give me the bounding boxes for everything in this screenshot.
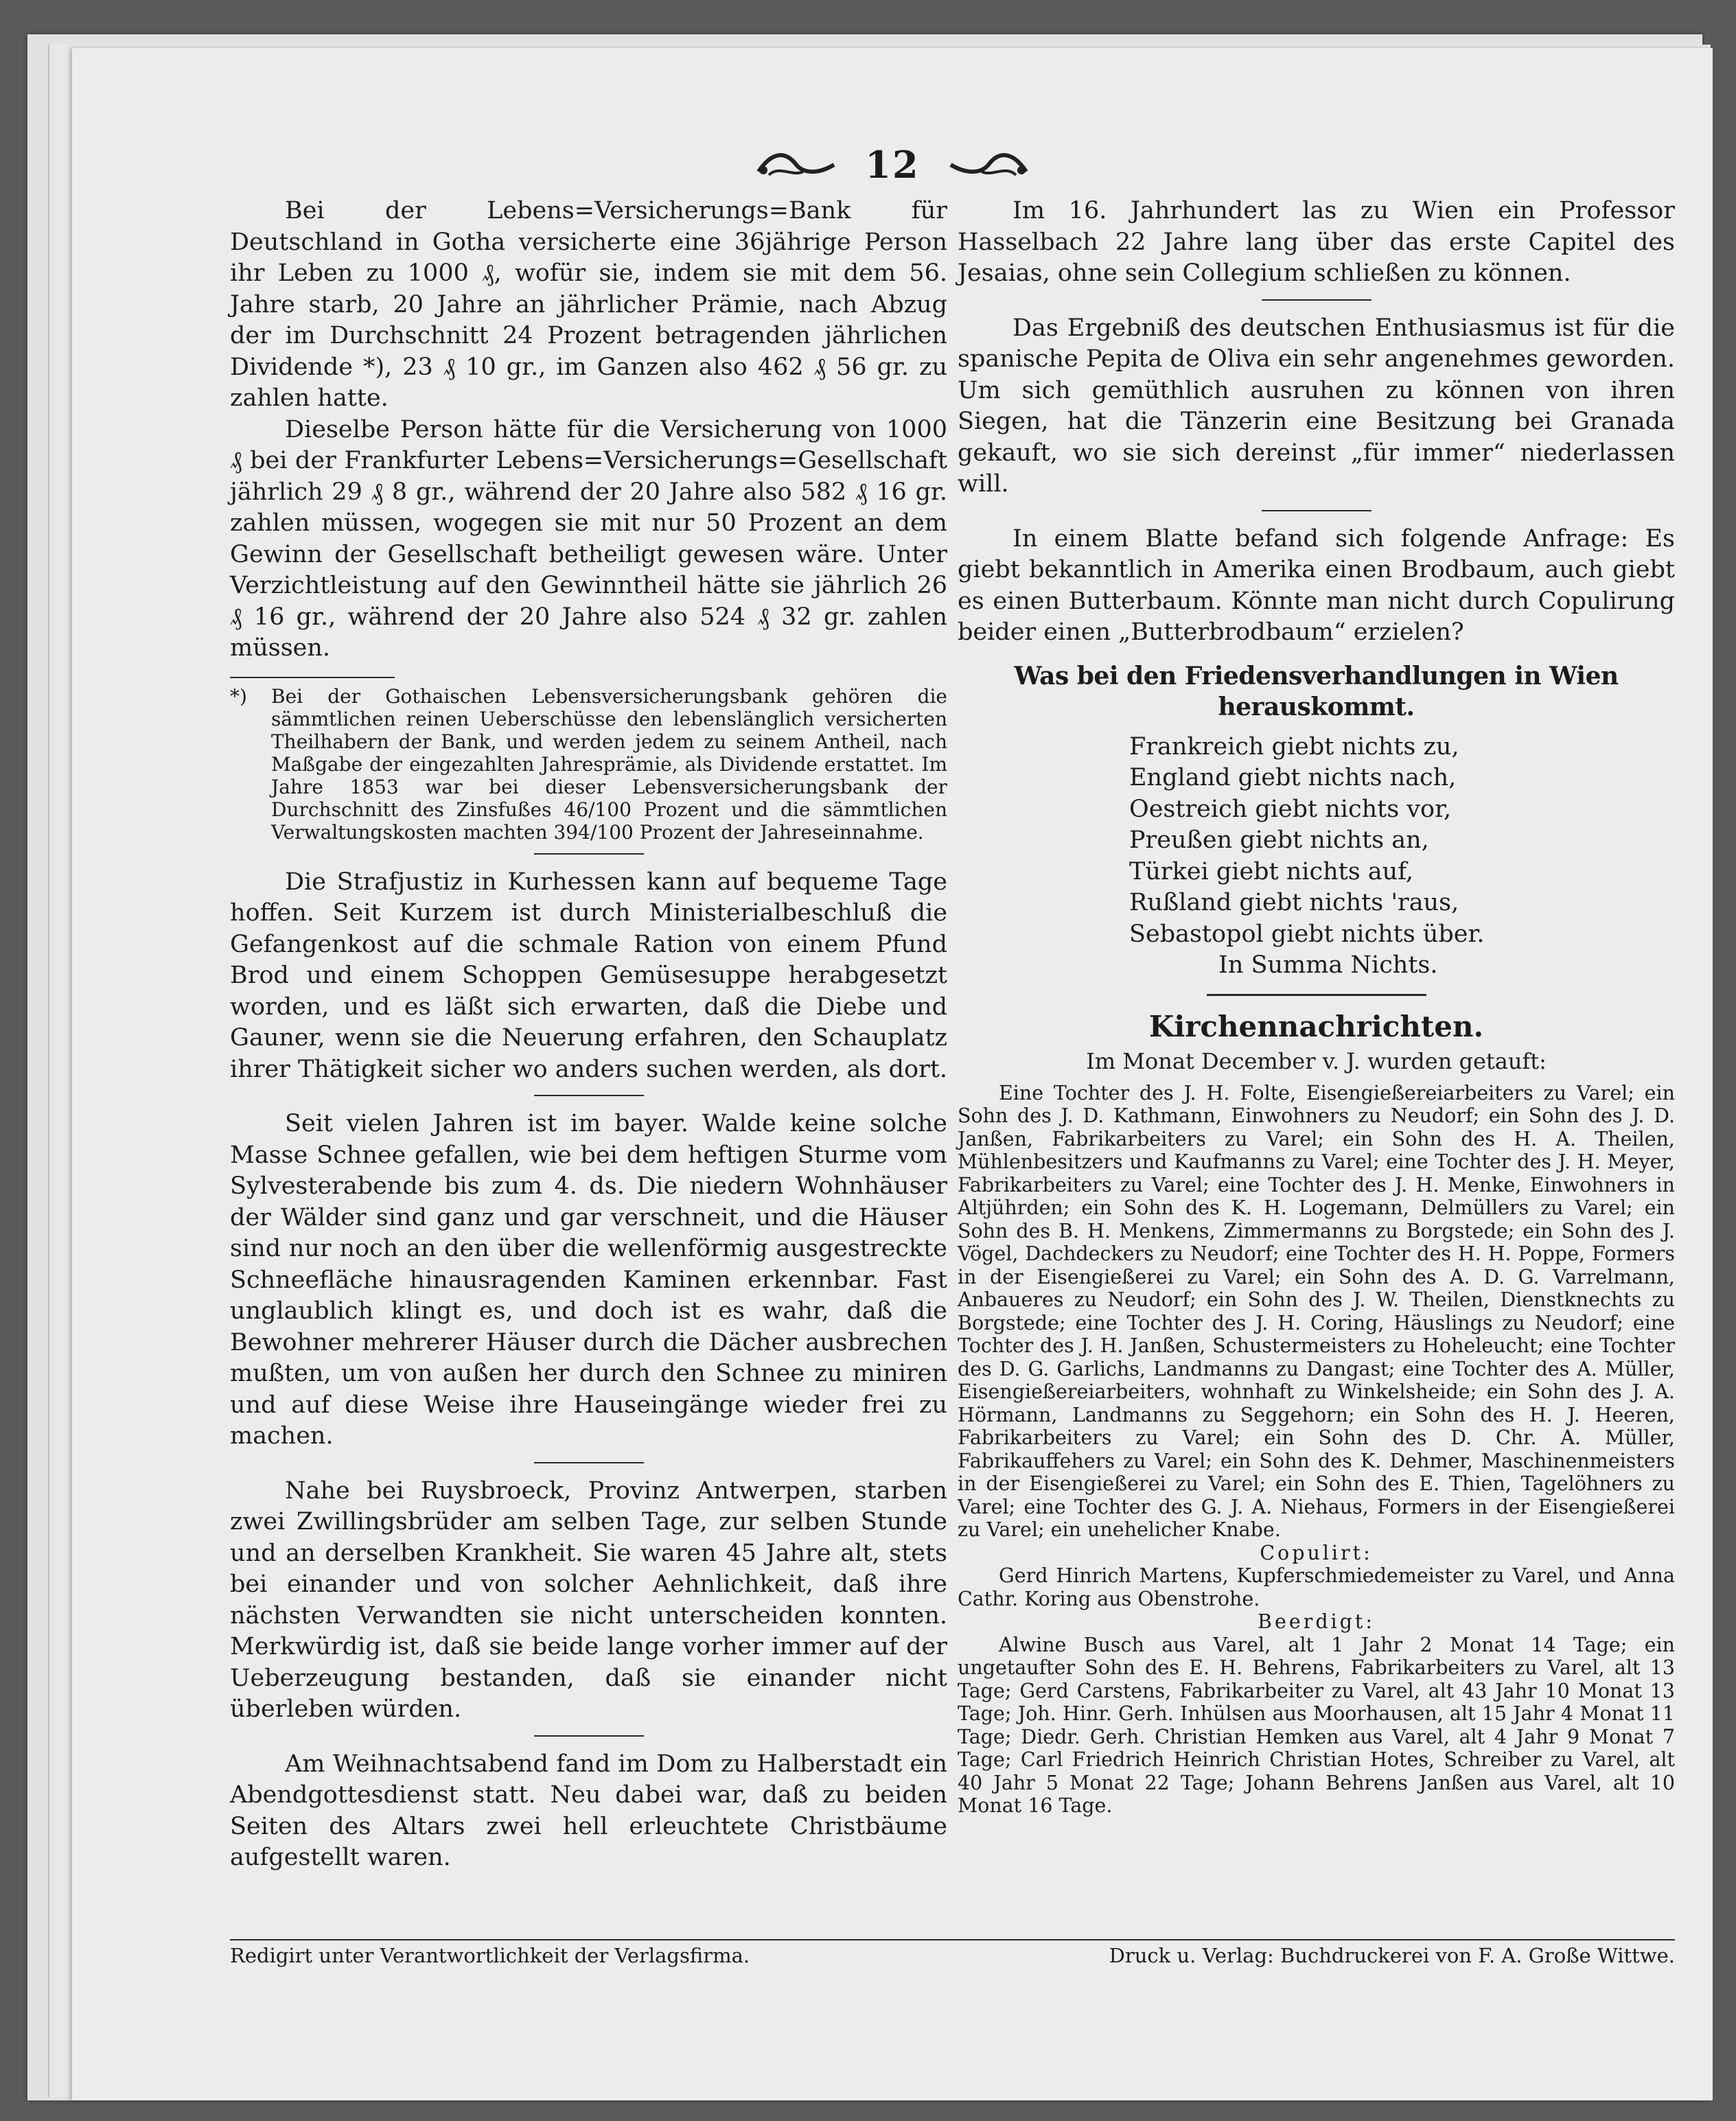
footnote-rule	[230, 677, 395, 678]
footnote-mark: *)	[230, 684, 247, 708]
page-number: 12	[865, 143, 920, 187]
poem-line: In Summa Nichts.	[1218, 951, 1438, 979]
poem-line: Rußland giebt nichts 'raus,	[1129, 889, 1459, 916]
article-kurhessen: Die Strafjustiz in Kurhessen kann auf bequeme Tage hoffen. Seit Kurzem ist durch Ministerialbeschluß die Gefangenkost auf die schmale Ration von einem Pfund Brod und einem Schoppen Gemüsesuppe herabgesetzt worden, und es läßt sich erwarten, daß die Diebe und Gauner, wenn sie die Neuerung erfahren, den Schauplatz ihrer Thätigkeit sicher wo anders suchen werden, als dort.	[230, 868, 948, 1083]
copulirt-heading: Copulirt:	[1260, 1541, 1373, 1564]
separator	[534, 853, 644, 855]
beerdigt-list	[958, 1634, 1675, 1818]
beerdigt-text: Alwine Busch aus Varel, alt 1 Jahr 2 Monat 14 Tage; ein ungetaufter Sohn des E. H. Behrens, Fabrikarbeiters zu Varel, alt 13 Tage; Gerd Carstens, Fabrikarbeiter zu Varel, alt 43 Jahr 10 Monat 13 Tage; Joh. Hinr. Gerh. Inhülsen aus Moorhausen, alt 15 Jahr 4 Monat 11 Tage; Diedr. Gerh. Christian Hemken aus Varel, alt 4 Jahr 9 Monat 7 Tage; Carl Friedrich Heinrich Christian Hotes, Schreiber zu Varel, alt 40 Jahr 5 Monat 22 Tage; Johann Behrens Janßen aus Varel, alt 10 Monat 16 Tage.	[958, 1633, 1675, 1817]
getauft-list	[958, 1082, 1675, 1542]
poem-line: England giebt nichts nach,	[1129, 764, 1457, 791]
getauft-heading: Im Monat December v. J. wurden getauft:	[1086, 1048, 1547, 1074]
right-ornament-icon	[947, 144, 1030, 185]
right-column	[958, 196, 1675, 1818]
article-zwillinge: Nahe bei Ruysbroeck, Provinz Antwerpen, starben zwei Zwillingsbrüder am selben Tage, zur selben Stunde und an derselben Krankheit. Sie waren 45 Jahre alt, stets bei einander und von solcher Aehnlichkeit, daß ihre nächsten Verwandten sie nicht unterscheiden konnten. Merkwürdig ist, daß sie beide lange vorher immer auf der Ueberzeugung bestanden, daß sie einander nicht überleben würden.	[230, 1476, 947, 1723]
footnote-text: Bei der Gothaischen Lebensversicherungsbank gehören die sämmtlichen reinen Ueberschüsse den lebenslänglich versicherten Theilhabern der Bank, und werden jedem zu seinem Antheil, nach Maßgabe der eingezahlten Jahresprämie, als Dividende erstattet. Im Jahre 1853 war bei dieser Lebensversicherungsbank der Durchschnitt des Zinsfußes 46/100 Prozent und die sämmtlichen Verwaltungskosten machten 394/100 Prozent der Jahreseinnahme.	[271, 684, 947, 844]
poem	[1129, 732, 1675, 982]
copulirt-list	[958, 1564, 1675, 1610]
poem-line: Oestreich giebt nichts vor,	[1129, 795, 1452, 823]
footer-editor: Redigirt unter Verantwortlichkeit der Verlagsfirma.	[230, 1944, 750, 1967]
article-hasselbach: Im 16. Jahrhundert las zu Wien ein Professor Hasselbach 22 Jahre lang über das erste Capitel des Jesaias, ohne sein Collegium schließen zu können.	[958, 197, 1675, 287]
poem-line: Sebastopol giebt nichts über.	[1129, 920, 1485, 948]
copulirt-text: Gerd Hinrich Martens, Kupferschmiedemeister zu Varel, und Anna Cathr. Koring aus Obenstrohe.	[958, 1564, 1675, 1610]
footer-rule	[230, 1939, 1675, 1940]
beerdigt-heading: Beerdigt:	[1258, 1610, 1375, 1633]
article-frankfurt: Dieselbe Person hätte für die Versicherung von 1000 ₰ bei der Frankfurter Lebens=Versicherungs=Gesellschaft jährlich 29 ₰ 8 gr., während der 20 Jahre also 582 ₰ 16 gr. zahlen müssen, wogegen sie mit nur 50 Prozent an dem Gewinn der Gesellschaft betheiligt gewesen wäre. Unter Verzichtleistung auf den Gewinntheil hätte sie jährlich 26 ₰ 16 gr., während der 20 Jahre also 524 ₰ 32 gr. zahlen müssen.	[230, 415, 947, 662]
article-pepita: Das Ergebniß des deutschen Enthusiasmus ist für die spanische Pepita de Oliva ein sehr angenehmes geworden. Um sich gemüthlich ausruhen zu können von ihren Siegen, hat die Tänzerin eine Besitzung bei Granada gekauft, wo sie sich dereinst „für immer“ niederlassen will.	[958, 314, 1675, 498]
imprint-footer	[230, 1944, 1675, 1971]
kirchennachrichten-title: Kirchennachrichten.	[1148, 1009, 1484, 1043]
separator	[1262, 510, 1372, 511]
separator	[534, 1095, 644, 1096]
page-header	[72, 130, 1713, 199]
poem-title: Was bei den Friedensverhandlungen in Wien herauskommt.	[1014, 661, 1619, 721]
left-ornament-icon	[755, 144, 837, 185]
newspaper-page	[72, 48, 1713, 2100]
getauft-text: Eine Tochter des J. H. Folte, Eisengießereiarbeiters zu Varel; ein Sohn des J. D. Kathmann, Einwohners zu Neudorf; ein Sohn des J. D. Janßen, Fabrikarbeiters zu Varel; ein Sohn des H. A. Theilen, Mühlenbesitzers und Kaufmanns zu Varel; eine Tochter des J. H. Meyer, Fabrikarbeiters zu Varel; eine Tochter des J. H. Menke, Einwohners in Altjührden; ein Sohn des K. H. Logemann, Delmüllers zu Varel; ein Sohn des B. H. Menkens, Zimmermanns zu Borgstede; ein Sohn des J. Vögel, Dachdeckers zu Neudorf; eine Tochter des H. H. Poppe, Formers in der Eisengießerei zu Varel; ein Sohn des A. D. G. Varrelmann, Anbaueres zu Neudorf; ein Sohn des J. W. Theilen, Dienstknechts zu Borgstede; eine Tochter des J. H. Coring, Häuslings zu Neudorf; eine Tochter des J. H. Janßen, Schustermeisters zu Hoheleucht; eine Tochter des D. G. Garlichs, Landmanns zu Dangast; eine Tochter des A. Müller, Eisengießereiarbeiters, wohnhaft zu Winkelsheide; ein Sohn des J. A. Hörmann, Landmanns zu Seggehorn; ein Sohn des H. J. Heeren, Fabrikarbeiters zu Varel; ein Sohn des D. Chr. A. Müller, Fabrikauffehers zu Varel; ein Sohn des K. Dehmer, Maschinenmeisters in der Eisengießerei zu Varel; ein Sohn des E. Thien, Tagelöhners zu Varel; eine Tochter des G. J. A. Niehaus, Formers in der Eisengießerei zu Varel; ein unehelicher Knabe.	[958, 1081, 1675, 1541]
footer-printer: Druck u. Verlag: Buchdruckerei von F. A. Große Wittwe.	[1109, 1944, 1675, 1967]
article-schnee: Seit vielen Jahren ist im bayer. Walde keine solche Masse Schnee gefallen, wie bei dem heftigen Sturme vom Sylvesterabende bis zum 4. ds. Die niedern Wohnhäuser der Wälder sind ganz und gar verschneit, und die Häuser sind nur noch an den über die wellenförmig ausgestreckte Schneefläche hinausragenden Kaminen erkennbar. Fast unglaublich klingt es, und doch ist es wahr, daß die Bewohner mehrerer Häuser durch die Dächer ausbrechen mußten, um von außen her durch den Schnee zu miniren und auf diese Weise ihre Hauseingänge wieder frei zu machen.	[230, 1110, 947, 1450]
article-butterbaum: In einem Blatte befand sich folgende Anfrage: Es giebt bekanntlich in Amerika einen Brodbaum, auch giebt es einen Butterbaum. Könnte man nicht durch Copulirung beider einen „Butterbrodbaum“ erzielen?	[958, 524, 1675, 646]
separator	[534, 1735, 644, 1737]
article-gotha: Bei der Lebens=Versicherungs=Bank für Deutschland in Gotha versicherte eine 36jährige Person ihr Leben zu 1000 ₰, wofür sie, indem sie mit dem 56. Jahre starb, 20 Jahre an jährlicher Prämie, nach Abzug der im Durchschnitt 24 Prozent betragenden jährlichen Dividende *), 23 ₰ 10 gr., im Ganzen also 462 ₰ 56 gr. zu zahlen hatte.	[230, 197, 947, 412]
poem-line: Frankreich giebt nichts zu,	[1129, 732, 1459, 761]
separator	[1262, 299, 1372, 301]
article-halberstadt: Am Weihnachtsabend fand im Dom zu Halberstadt ein Abendgottesdienst statt. Neu dabei war, daß zu beiden Seiten des Altars zwei hell erleuchtete Christbäume aufgestellt waren.	[230, 1750, 947, 1871]
footnote	[230, 685, 947, 844]
poem-line: Türkei giebt nichts auf,	[1129, 857, 1414, 885]
separator	[534, 1462, 644, 1463]
poem-line: Preußen giebt nichts an,	[1129, 826, 1429, 854]
left-column	[230, 196, 947, 1874]
section-rule	[1207, 994, 1426, 996]
